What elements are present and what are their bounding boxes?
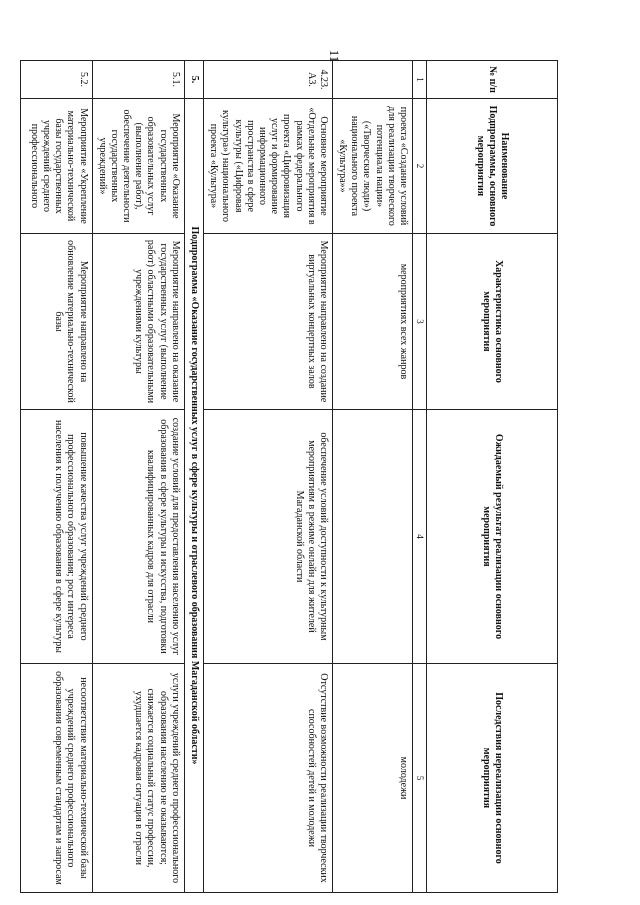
measure-result: создание условий для предоставления населению услуг образования в сфере культуры и искусства, подготовки квалифицированных кадров для отрасли <box>92 410 184 664</box>
measure-consequence: молодежи <box>332 664 412 893</box>
table-row <box>332 61 412 893</box>
measure-name: Мероприятие «Укрепление материально-технической базы государственных учреждений среднего профессионального <box>20 99 92 234</box>
section-number: 5. <box>184 61 203 99</box>
row-number: 5.1. <box>92 61 184 99</box>
row-number: 5.2. <box>20 61 92 99</box>
measure-characteristic: мероприятиях всех жанров <box>332 234 412 410</box>
row-number: 4.23. А3. <box>204 61 333 99</box>
section-row <box>184 61 203 893</box>
header-cell-result: Ожидаемый результат реализации основного мероприятия <box>427 410 558 664</box>
measure-characteristic: Мероприятие направлено на оказание государственных услуг (выполнение работ) областными образовательными учреждениями культуры <box>92 234 184 410</box>
measure-consequence: услуги учреждений среднего профессионального образования населению не оказываются; снижается социальный статус профессии, ухудшается кадровая ситуация в отрасли <box>92 664 184 893</box>
column-number: 4 <box>413 410 427 664</box>
measure-name: проекта «Создание условий для реализации творческого потенциала нации» («Творческие люди») национального проекта «Культура»» <box>332 99 412 234</box>
table-container <box>28 60 558 892</box>
table-row <box>92 61 184 893</box>
row-number <box>332 61 412 99</box>
measure-consequence: Отсутствие возможности реализации творческих способностей детей и молодежи <box>204 664 333 893</box>
header-cell-characteristic: Характеристика основного мероприятия <box>427 234 558 410</box>
section-title: Подпрограмма «Оказание государственных услуг в сфере культуры и отраслевого образования Магаданской области» <box>184 99 203 893</box>
column-number-row <box>413 61 427 893</box>
header-cell-name: Наименование Подпрограммы, основного мероприятия <box>427 99 558 234</box>
measure-name: Мероприятие «Оказание государственных образовательных услуг (выполнение работ), обеспечение деятельности государственных учреждений» <box>92 99 184 234</box>
measure-characteristic: Мероприятие направлено на создание виртуальных концертных залов <box>204 234 333 410</box>
measure-result <box>332 410 412 664</box>
measure-consequence: несоответствие материально-технической базы учреждений среднего профессионального образования современным стандартам и запросам <box>20 664 92 893</box>
measure-result: повышение качества услуг учреждений среднего профессионального образования; рост интереса населения к получению образования в сфере культуры <box>20 410 92 664</box>
header-cell-consequence: Последствия нереализации основного мероприятия <box>427 664 558 893</box>
measure-name: Основное мероприятие «Отдельные мероприятия в рамках федерального проекта «Цифровизация услуг и формирование информационного пространства в сфере культуры («Цифровая культура») национального проекта «Культура» <box>204 99 333 234</box>
header-cell-num: № п/п <box>427 61 558 99</box>
column-number: 1 <box>413 61 427 99</box>
measure-result: обеспечение условий доступности к культурным мероприятиям в режиме онлайн для жителей Магаданской области <box>204 410 333 664</box>
measures-table <box>20 60 558 893</box>
table-row <box>20 61 92 893</box>
column-number: 5 <box>413 664 427 893</box>
measure-characteristic: Мероприятие направлено на обновление материально-технической базы <box>20 234 92 410</box>
page-number: 11 <box>327 49 342 63</box>
column-number: 2 <box>413 99 427 234</box>
header-row <box>427 61 558 893</box>
table-row <box>204 61 333 893</box>
column-number: 3 <box>413 234 427 410</box>
